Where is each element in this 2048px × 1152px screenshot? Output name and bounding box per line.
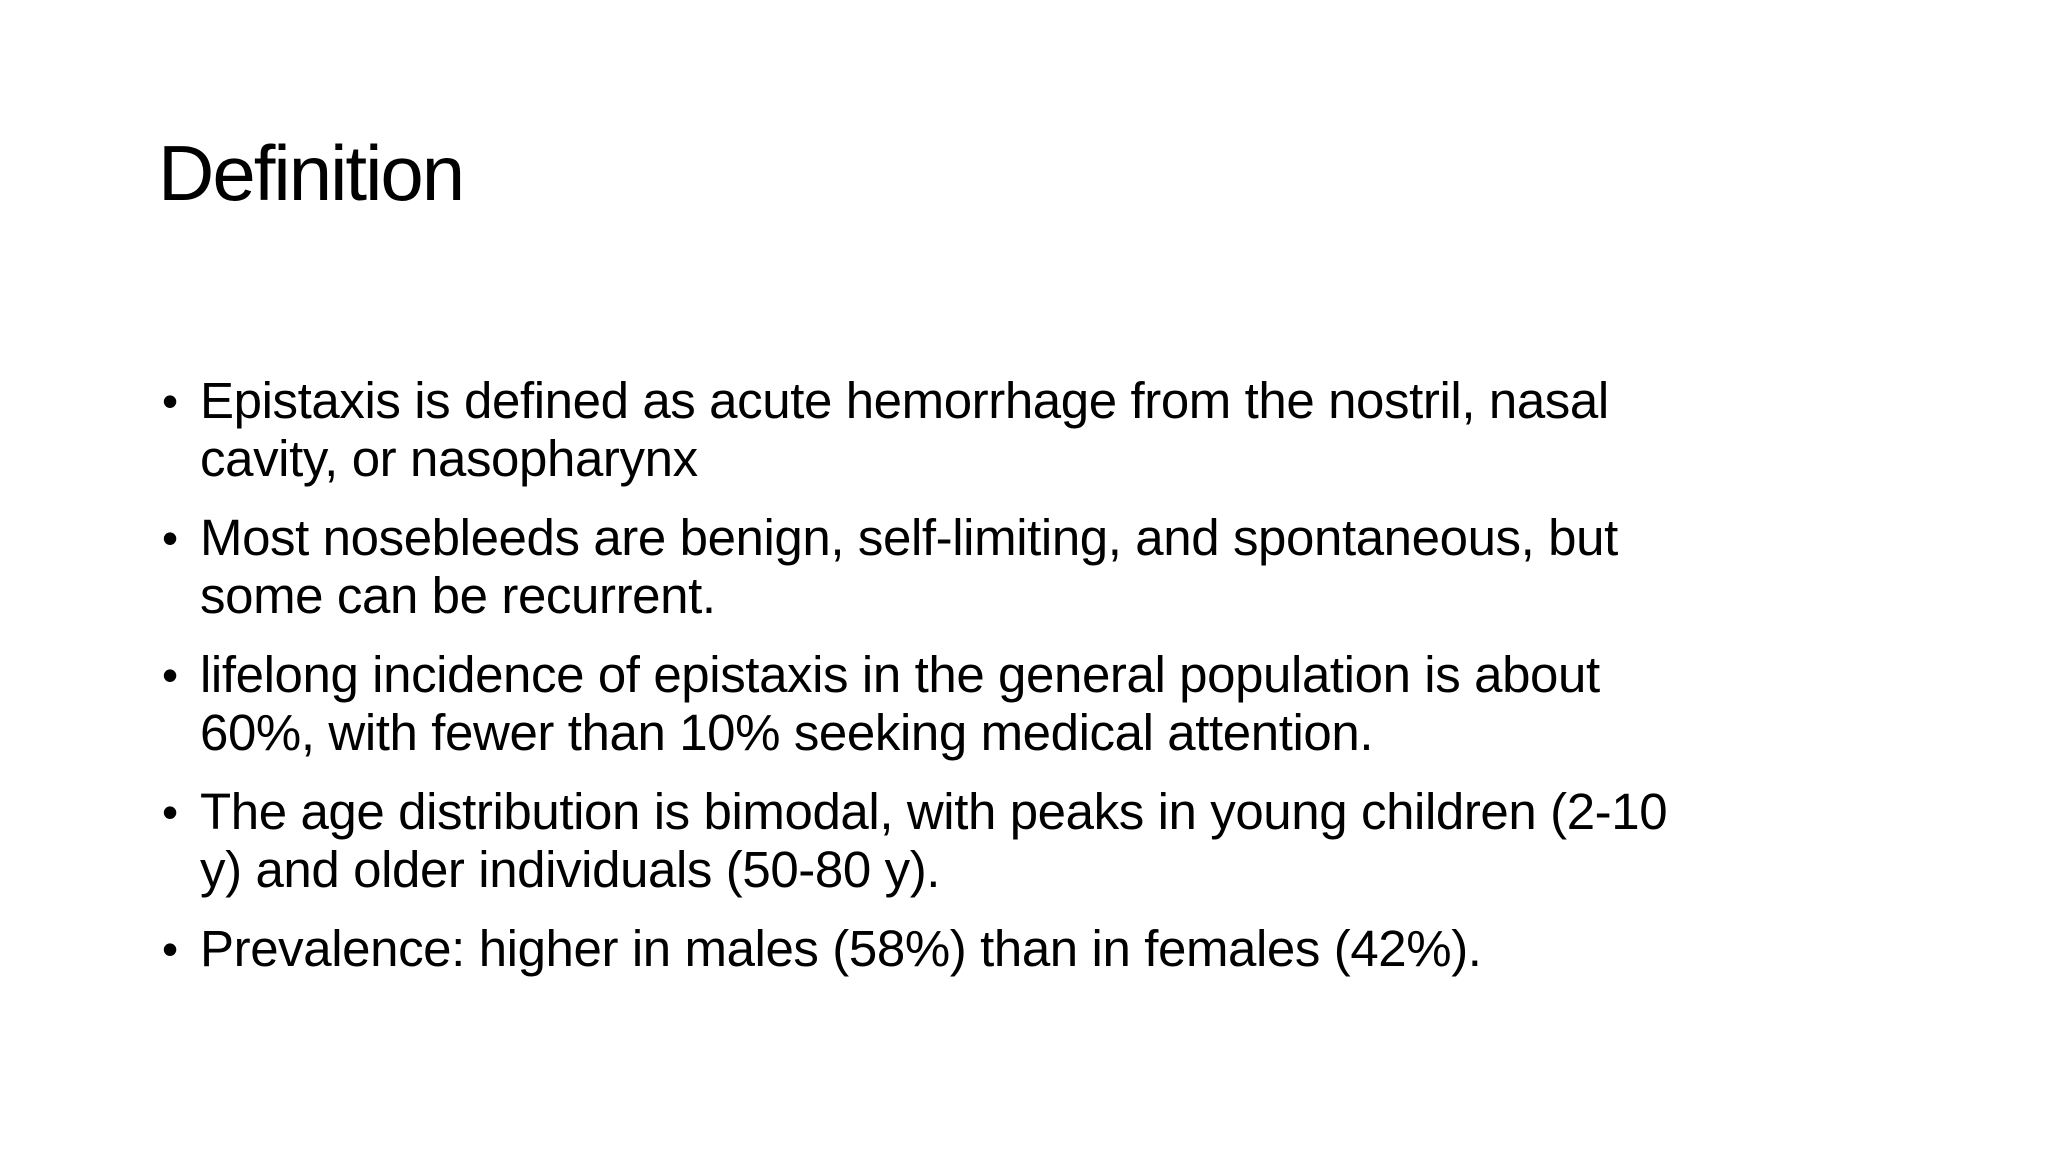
bullet-text-line: some can be recurrent.: [200, 567, 716, 624]
bullet-text-line: lifelong incidence of epistaxis in the general population is about: [200, 646, 1600, 703]
bullet-item-prevalence: [158, 920, 1918, 978]
bullet-text-line: Epistaxis is defined as acute hemorrhage from the nostril, nasal: [200, 372, 1609, 429]
bullet-text-line: 60%, with fewer than 10% seeking medical attention.: [200, 704, 1374, 761]
bullet-item-age-distribution: [158, 783, 1918, 899]
bullet-text-line: Most nosebleeds are benign, self-limiting, and spontaneous, but: [200, 509, 1618, 566]
bullet-text-line: y) and older individuals (50-80 y).: [200, 841, 941, 898]
bullet-text-line: The age distribution is bimodal, with peaks in young children (2-10: [200, 783, 1668, 840]
bullet-item-incidence: [158, 646, 1918, 762]
bullet-icon: •: [162, 923, 178, 975]
slide-title: Definition: [158, 129, 464, 217]
bullet-icon: •: [162, 512, 178, 564]
bullet-list: [158, 372, 1918, 999]
bullet-icon: •: [162, 375, 178, 427]
bullet-icon: •: [162, 649, 178, 701]
bullet-item-benign: [158, 509, 1918, 625]
bullet-icon: •: [162, 786, 178, 838]
bullet-text-line: cavity, or nasopharynx: [200, 430, 698, 487]
bullet-text-line: Prevalence: higher in males (58%) than in females (42%).: [200, 920, 1482, 977]
bullet-item-definition: [158, 372, 1918, 488]
